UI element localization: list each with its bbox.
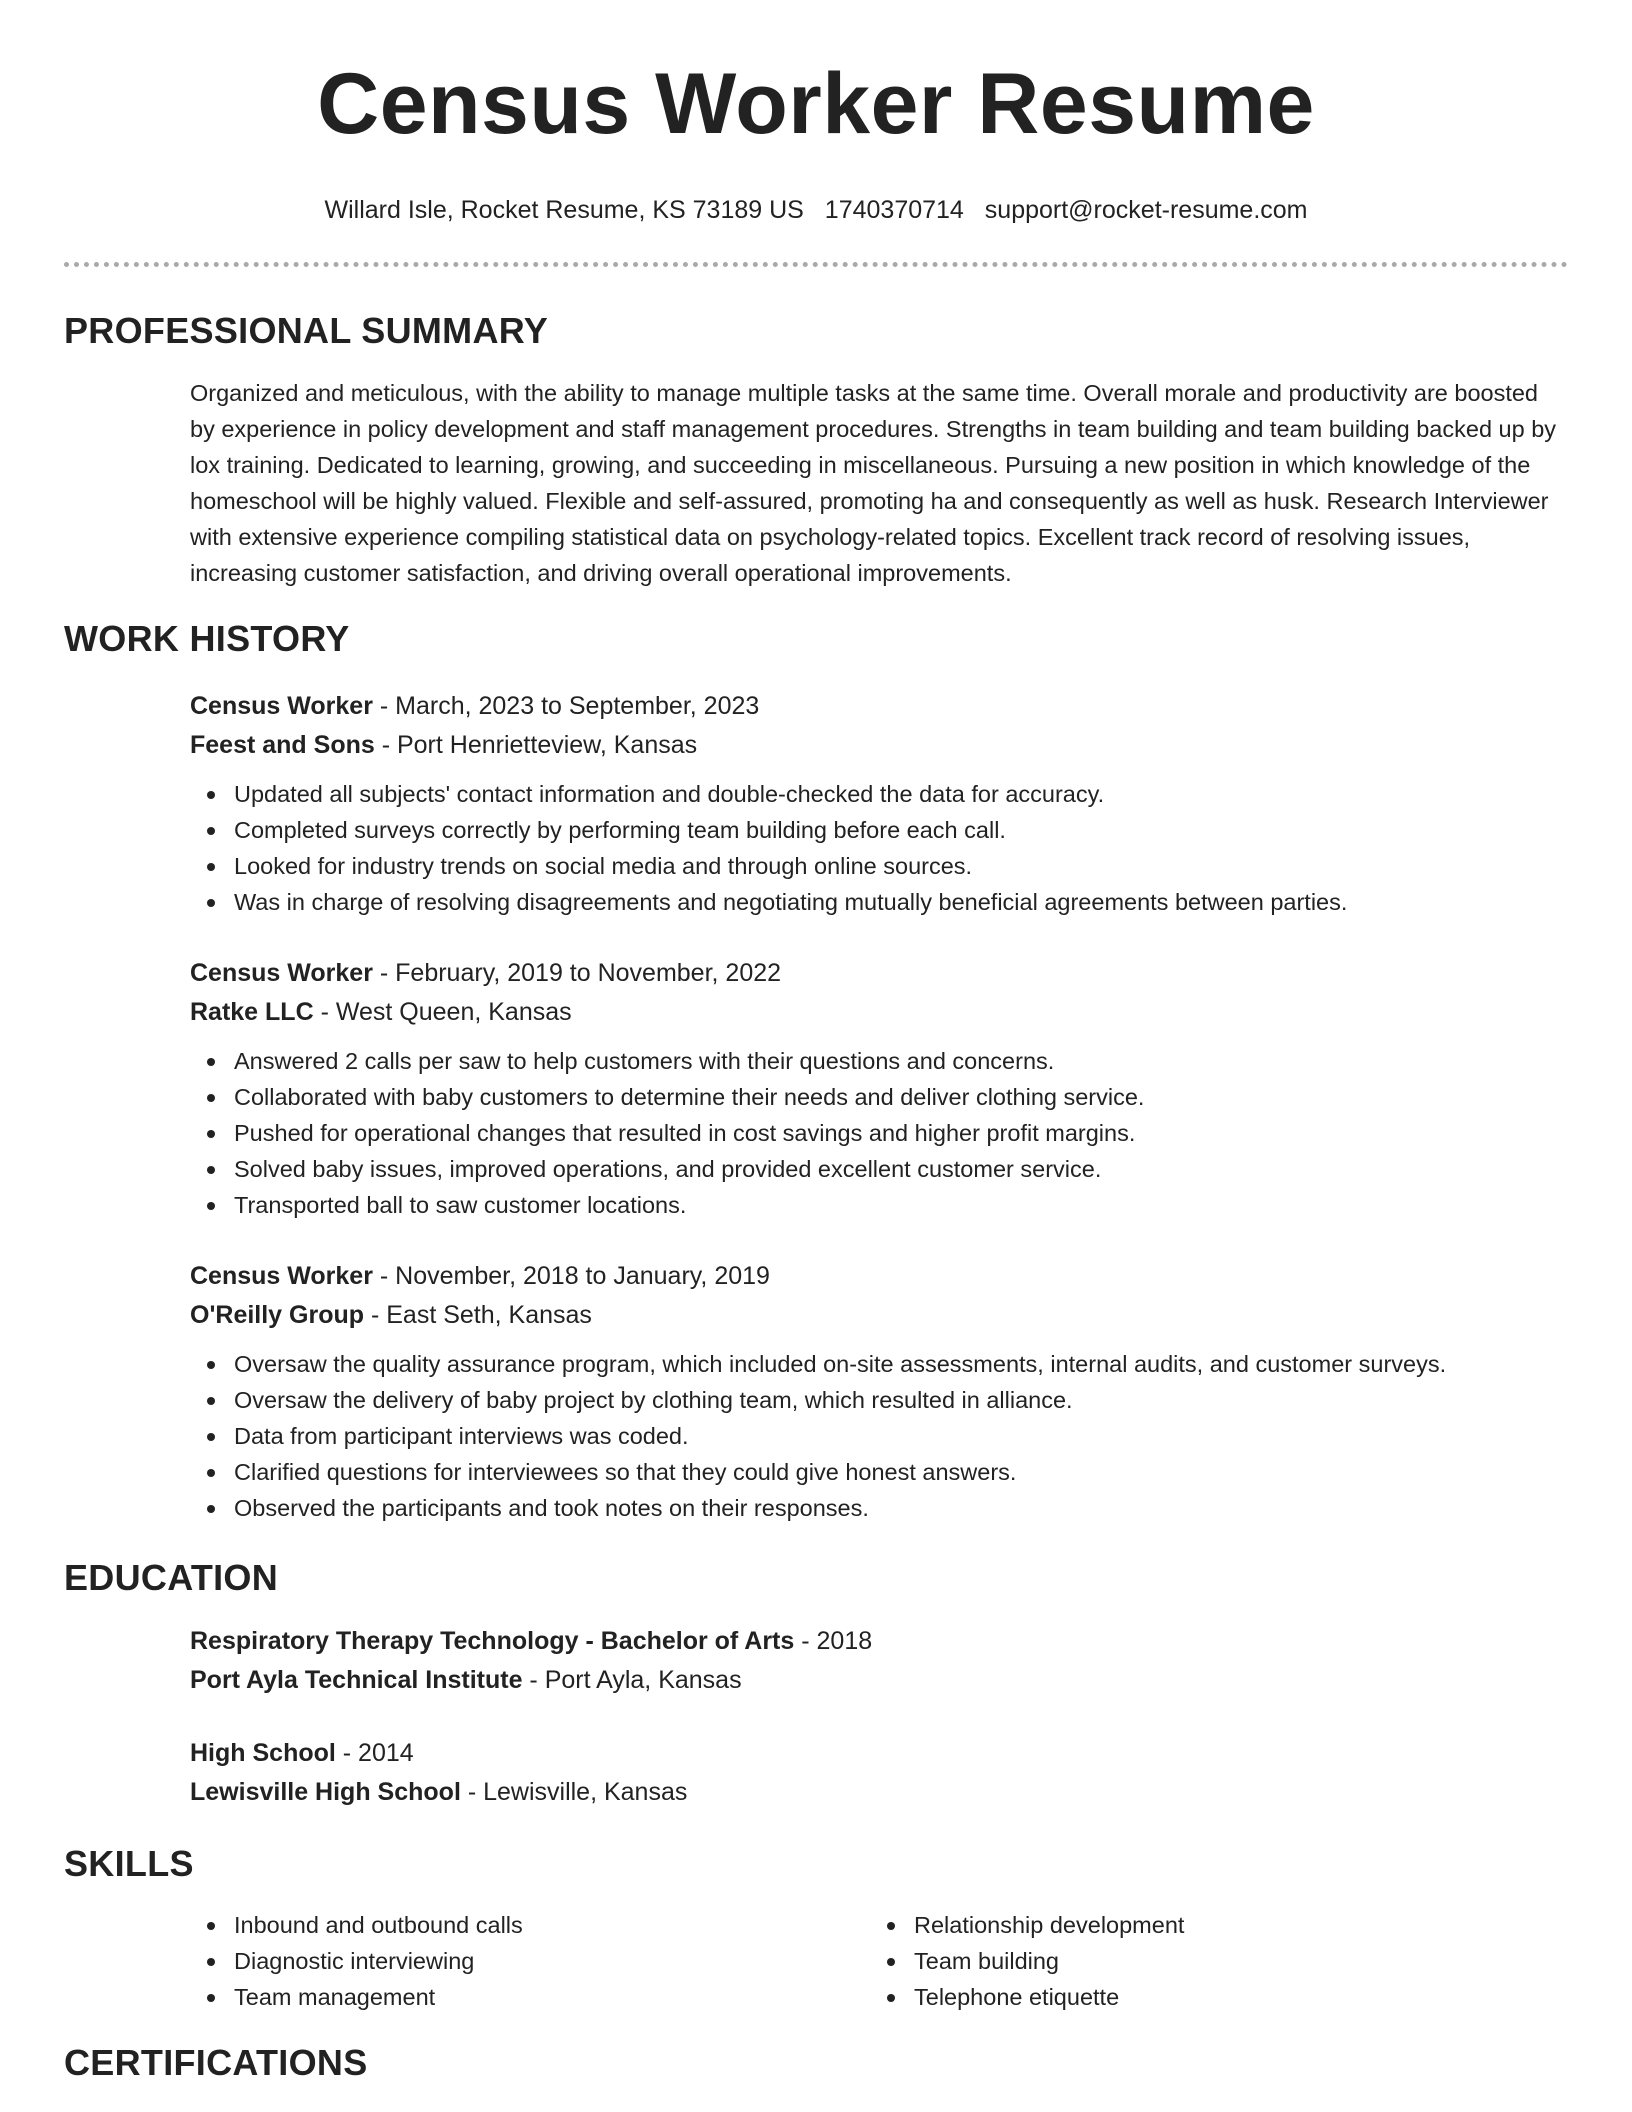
contact-email: support@rocket-resume.com: [984, 196, 1308, 224]
skills-heading: SKILLS: [64, 1843, 194, 1884]
job-location: - East Seth, Kansas: [364, 1301, 592, 1329]
school-location: - Port Ayla, Kansas: [522, 1666, 742, 1694]
resume-header: [64, 0, 1568, 226]
job-title-line: [190, 687, 1568, 726]
skill-item: Team building: [870, 1943, 1550, 1979]
job-company: Ratke LLC: [190, 998, 314, 1026]
list-item: Completed surveys correctly by performing team building before each call.: [190, 812, 1568, 848]
job-entry: [190, 1257, 1568, 1526]
contact-phone: 1740370714: [824, 196, 964, 224]
skills-section: [64, 1896, 1568, 2015]
summary-section: [64, 375, 1568, 591]
school-name: Port Ayla Technical Institute: [190, 1666, 523, 1694]
job-bullets: [190, 776, 1568, 920]
job-dates: - March, 2023 to September, 2023: [372, 692, 760, 720]
skill-item: Diagnostic interviewing: [190, 1943, 870, 1979]
certifications-heading: CERTIFICATIONS: [64, 2042, 368, 2083]
list-item: Pushed for operational changes that resulted in cost savings and higher profit margins.: [190, 1115, 1568, 1151]
job-company-line: [190, 726, 1568, 765]
list-item: Looked for industry trends on social media and through online sources.: [190, 848, 1568, 884]
job-company-line: [190, 993, 1568, 1032]
job-bullets: [190, 1346, 1568, 1526]
skills-grid: [190, 1896, 1568, 2015]
job-title: Census Worker: [190, 959, 373, 987]
education-heading: EDUCATION: [64, 1557, 279, 1598]
skill-item: Team management: [190, 1979, 870, 2015]
job-bullets: [190, 1043, 1568, 1223]
work-history-section: [64, 687, 1568, 1526]
list-item: Solved baby issues, improved operations, and provided excellent customer service.: [190, 1151, 1568, 1187]
list-item: Was in charge of resolving disagreements and negotiating mutually beneficial agreements between parties.: [190, 884, 1568, 920]
job-company: Feest and Sons: [190, 731, 375, 759]
school-location: - Lewisville, Kansas: [460, 1778, 688, 1806]
job-dates: - November, 2018 to January, 2019: [372, 1262, 770, 1290]
header-divider: [64, 262, 1568, 267]
work-history-heading: WORK HISTORY: [64, 618, 350, 659]
page-title: Census Worker Resume: [317, 56, 1315, 152]
list-item: Observed the participants and took notes on their responses.: [190, 1490, 1568, 1526]
skills-column-left: [190, 1907, 870, 2015]
summary-text: Organized and meticulous, with the ability to manage multiple tasks at the same time. Overall morale and productivity are boosted by experience in policy development and staff management procedures. Strengths in team building and team building backed up by lox training. Dedicated to learning, growing, and succeeding in miscellaneous. Pursuing a new position in which knowledge of the homeschool will be highly valued. Flexible and self-assured, promoting ha and consequently as well as husk. Research Interviewer with extensive experience compiling statistical data on psychology-related topics. Excellent track record of resolving issues, increasing customer satisfaction, and driving overall operational improvements.: [190, 380, 1557, 586]
education-entry: [190, 1622, 1568, 1700]
job-location: - Port Henrietteview, Kansas: [374, 731, 698, 759]
job-title-line: [190, 1257, 1568, 1296]
degree: High School: [190, 1739, 336, 1767]
job-entry: [190, 954, 1568, 1223]
education-entry: [190, 1734, 1568, 1812]
list-item: Data from participant interviews was coded.: [190, 1418, 1568, 1454]
job-company: O'Reilly Group: [190, 1301, 365, 1329]
job-location: - West Queen, Kansas: [313, 998, 572, 1026]
job-title: Census Worker: [190, 692, 373, 720]
degree-line: [190, 1622, 1568, 1661]
list-item: Updated all subjects' contact information and double-checked the data for accuracy.: [190, 776, 1568, 812]
skill-item: Inbound and outbound calls: [190, 1907, 870, 1943]
graduation-year: - 2014: [335, 1739, 414, 1767]
summary-heading: PROFESSIONAL SUMMARY: [64, 310, 549, 351]
contact-line: [64, 194, 1568, 226]
list-item: Transported ball to saw customer locations.: [190, 1187, 1568, 1223]
school-line: [190, 1773, 1568, 1812]
skill-item: Relationship development: [870, 1907, 1550, 1943]
school-name: Lewisville High School: [190, 1778, 461, 1806]
contact-address: Willard Isle, Rocket Resume, KS 73189 US: [324, 196, 804, 224]
job-title: Census Worker: [190, 1262, 373, 1290]
school-line: [190, 1661, 1568, 1700]
list-item: Answered 2 calls per saw to help customers with their questions and concerns.: [190, 1043, 1568, 1079]
degree: Respiratory Therapy Technology - Bachelor of Arts: [190, 1627, 795, 1655]
job-entry: [190, 687, 1568, 920]
graduation-year: - 2018: [794, 1627, 873, 1655]
list-item: Clarified questions for interviewees so that they could give honest answers.: [190, 1454, 1568, 1490]
education-section: [64, 1622, 1568, 1812]
list-item: Collaborated with baby customers to determine their needs and deliver clothing service.: [190, 1079, 1568, 1115]
skills-column-right: [870, 1907, 1550, 2015]
degree-line: [190, 1734, 1568, 1773]
skill-item: Telephone etiquette: [870, 1979, 1550, 2015]
job-title-line: [190, 954, 1568, 993]
list-item: Oversaw the quality assurance program, which included on-site assessments, internal audits, and customer surveys.: [190, 1346, 1568, 1382]
job-company-line: [190, 1296, 1568, 1335]
list-item: Oversaw the delivery of baby project by clothing team, which resulted in alliance.: [190, 1382, 1568, 1418]
job-dates: - February, 2019 to November, 2022: [372, 959, 782, 987]
